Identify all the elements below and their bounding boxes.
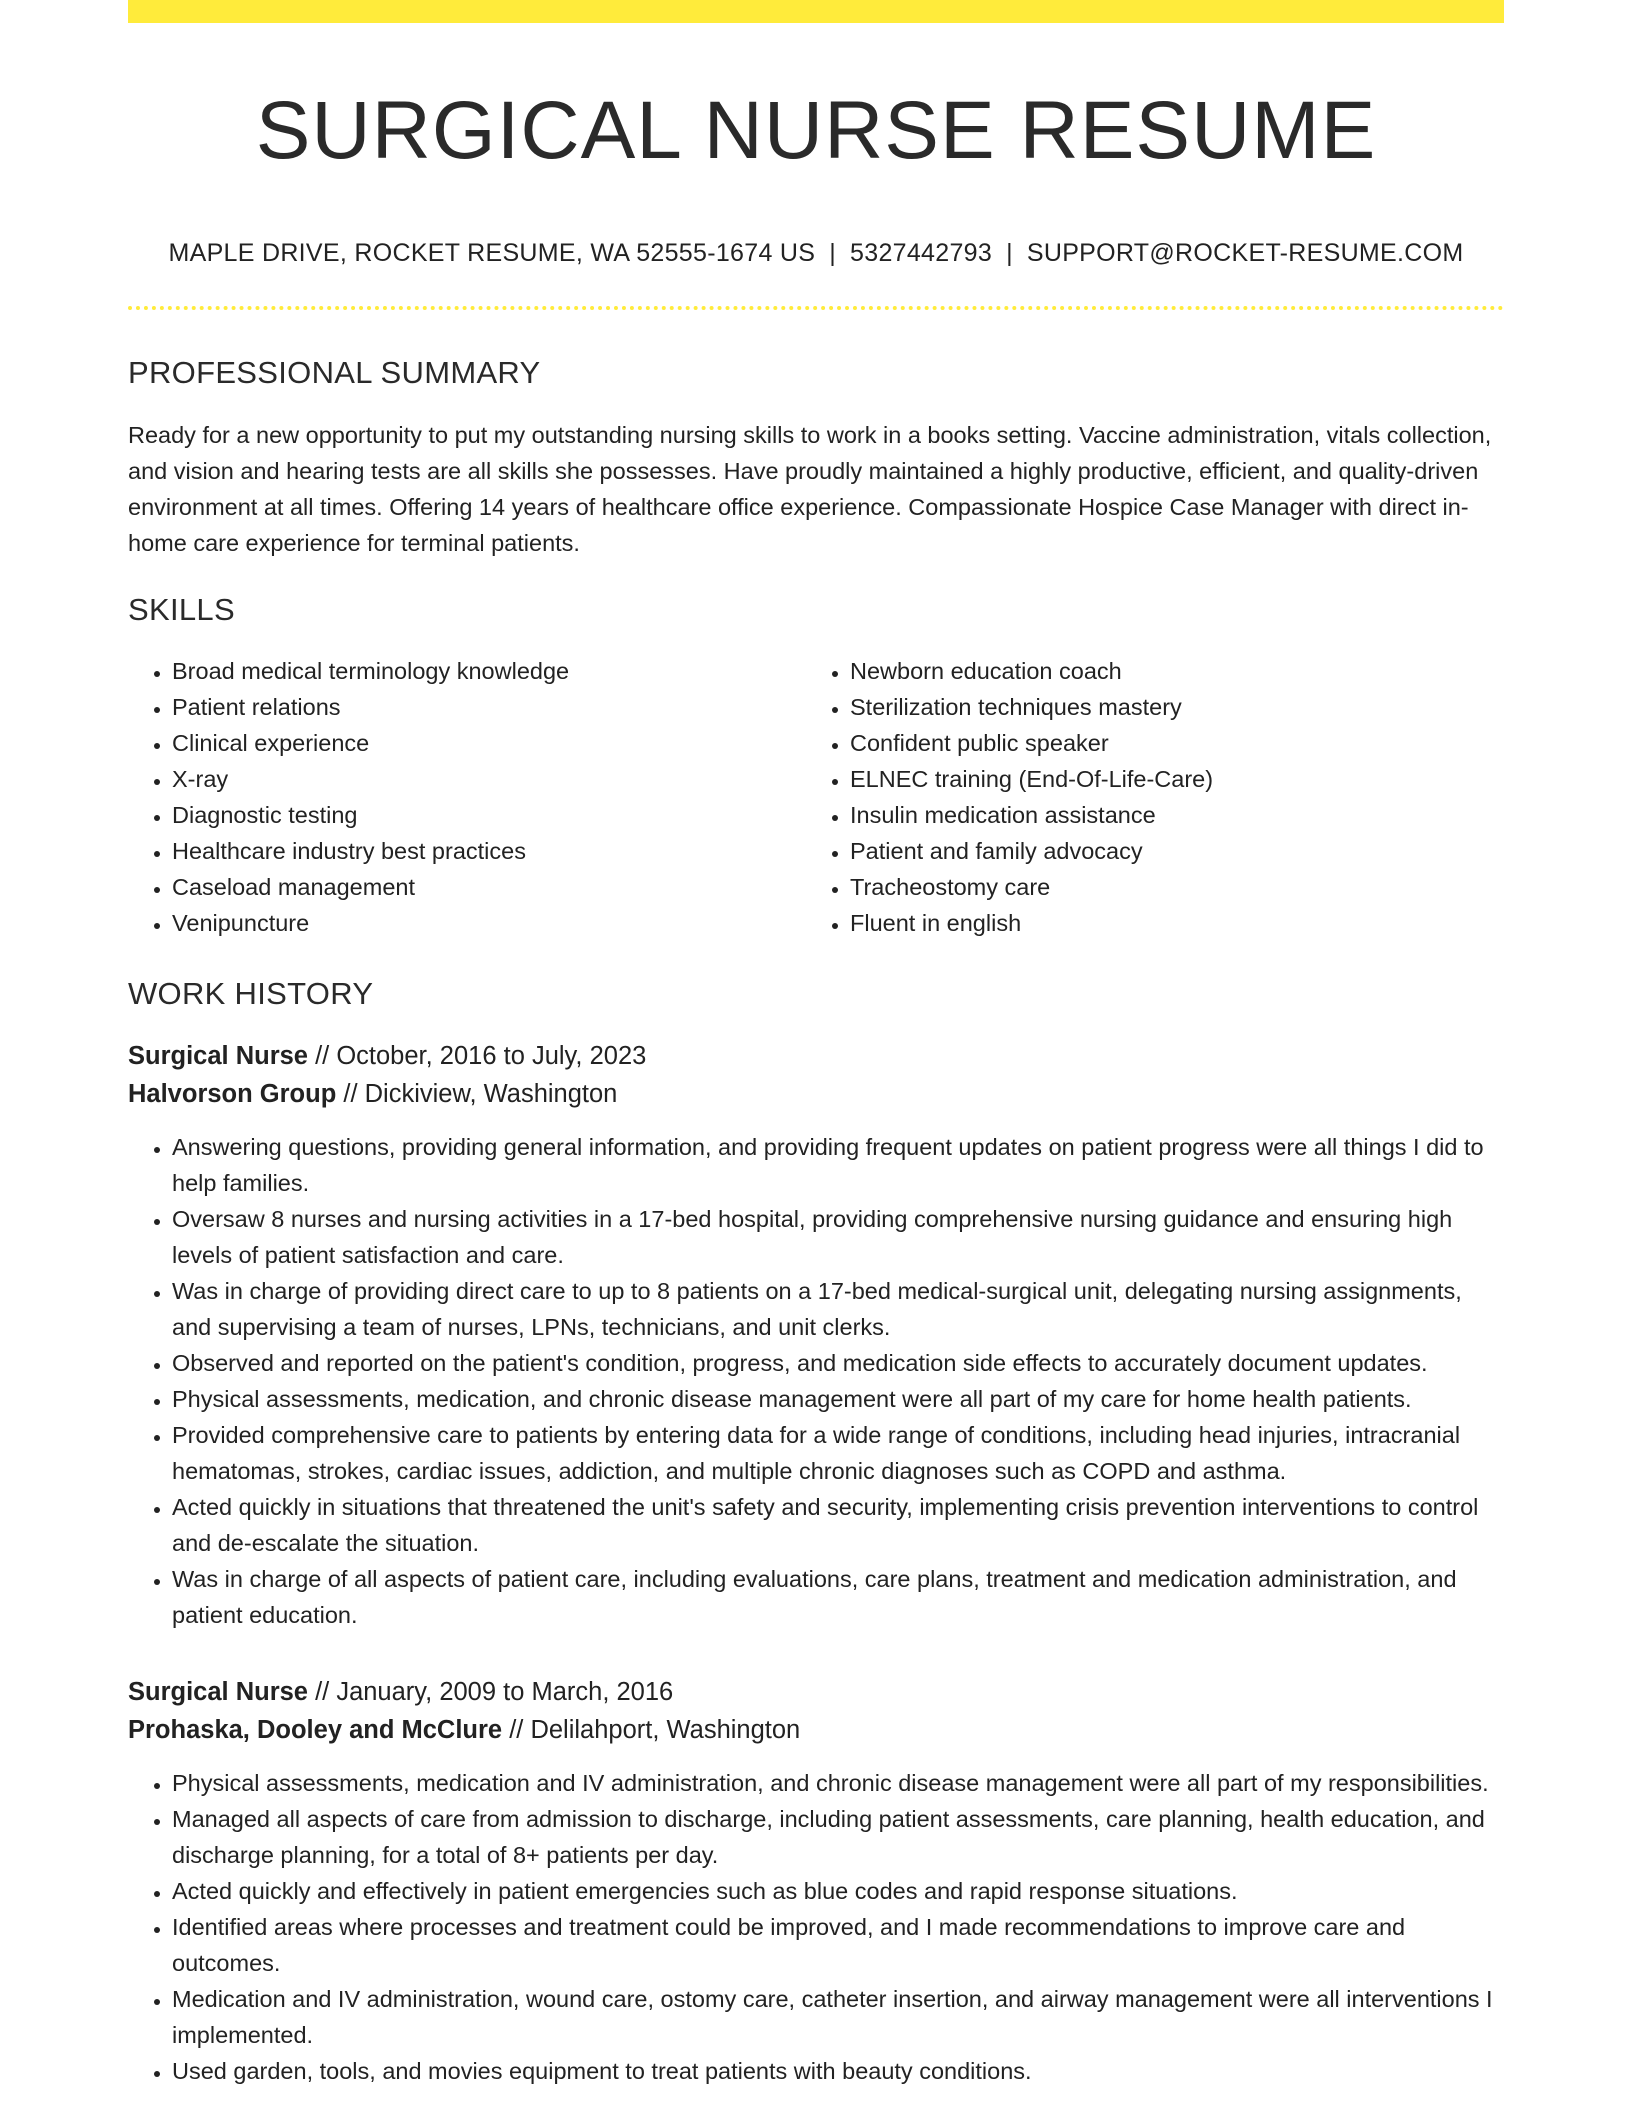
- summary-text: Ready for a new opportunity to put my outstanding nursing skills to work in a books setting. Vaccine administration, vitals collection, and vision and hearing tests are all skills she possesses. Have proudly maintained a highly productive, efficient, and quality-driven environment at all times. Offering 14 years of healthcare office experience. Compassionate Hospice Case Manager with direct in-home care experience for terminal patients.: [128, 422, 1492, 557]
- skill-item: • Tracheostomy care: [850, 869, 1504, 905]
- job-duty-item: • Provided comprehensive care to patients by entering data for a wide range of conditions, including head injuries, intracranial hematomas, strokes, cardiac issues, addiction, and multiple chronic diagnoses such as COPD and asthma.: [172, 1417, 1504, 1489]
- work-history-heading: WORK HISTORY: [128, 976, 374, 1012]
- job-duty-item: • Observed and reported on the patient's condition, progress, and medication side effects to accurately document updates.: [172, 1345, 1504, 1381]
- skill-item: • Confident public speaker: [850, 725, 1504, 761]
- skill-item: • X-ray: [172, 761, 806, 797]
- job-dates: // January, 2009 to March, 2016: [307, 1677, 674, 1706]
- job-duty-item: • Was in charge of all aspects of patient care, including evaluations, care plans, treatment and medication administration, and patient education.: [172, 1561, 1504, 1633]
- job-duties-list: [128, 1129, 1504, 1633]
- job-duty-item: • Was in charge of providing direct care to up to 8 patients on a 17-bed medical-surgical unit, delegating nursing assignments, and supervising a team of nurses, LPNs, technicians, and unit clerks.: [172, 1273, 1504, 1345]
- skill-item: • Caseload management: [172, 869, 806, 905]
- skill-item: • Diagnostic testing: [172, 797, 806, 833]
- skills-heading: SKILLS: [128, 592, 235, 628]
- skill-item: • Broad medical terminology knowledge: [172, 653, 806, 689]
- job-duty-item: • Acted quickly in situations that threatened the unit's safety and security, implementing crisis prevention interventions to control and de-escalate the situation.: [172, 1489, 1504, 1561]
- job-location: // Delilahport, Washington: [502, 1715, 801, 1744]
- contact-address: MAPLE DRIVE, ROCKET RESUME, WA 52555-1674 US: [168, 239, 816, 268]
- skill-item: • Insulin medication assistance: [850, 797, 1504, 833]
- resume-page: [128, 0, 1504, 2089]
- job-duty-item: • Used garden, tools, and movies equipment to treat patients with beauty conditions.: [172, 2053, 1504, 2089]
- job-duty-item: • Physical assessments, medication, and chronic disease management were all part of my care for home health patients.: [172, 1381, 1504, 1417]
- job-duty-item: • Answering questions, providing general information, and providing frequent updates on patient progress were all things I did to help families.: [172, 1129, 1504, 1201]
- job-duty-item: • Oversaw 8 nurses and nursing activities in a 17-bed hospital, providing comprehensive nursing guidance and ensuring high levels of patient satisfaction and care.: [172, 1201, 1504, 1273]
- job-duty-item: • Physical assessments, medication and IV administration, and chronic disease management were all part of my responsibilities.: [172, 1765, 1504, 1801]
- skill-item: • Newborn education coach: [850, 653, 1504, 689]
- job-duties-list: [128, 1765, 1504, 2089]
- contact-email: SUPPORT@ROCKET-RESUME.COM: [1026, 239, 1464, 268]
- skill-item: • Sterilization techniques mastery: [850, 689, 1504, 725]
- contact-phone: 5327442793: [850, 239, 993, 268]
- job-title-line: [128, 1673, 1504, 1711]
- skills-column-right: [806, 653, 1504, 941]
- job-duty-item: • Managed all aspects of care from admission to discharge, including patient assessments, care planning, health education, and discharge planning, for a total of 8+ patients per day.: [172, 1801, 1504, 1873]
- skill-item: • Clinical experience: [172, 725, 806, 761]
- job-title-line: [128, 1037, 1504, 1075]
- job-header: [128, 1037, 1504, 1113]
- job-duty-item: • Identified areas where processes and treatment could be improved, and I made recommendations to improve care and outcomes.: [172, 1909, 1504, 1981]
- skill-item: • ELNEC training (End-Of-Life-Care): [850, 761, 1504, 797]
- skills-list: [128, 653, 1504, 941]
- accent-bar: [128, 0, 1504, 23]
- summary-heading: PROFESSIONAL SUMMARY: [128, 355, 541, 391]
- job-company-line: [128, 1075, 1504, 1113]
- job-role: Surgical Nurse: [128, 1041, 308, 1070]
- skill-item: • Patient and family advocacy: [850, 833, 1504, 869]
- job-duty-item: • Acted quickly and effectively in patient emergencies such as blue codes and rapid response situations.: [172, 1873, 1504, 1909]
- skill-item: • Healthcare industry best practices: [172, 833, 806, 869]
- resume-title: SURGICAL NURSE RESUME: [255, 85, 1377, 176]
- dotted-divider: [128, 306, 1504, 310]
- skill-item: • Venipuncture: [172, 905, 806, 941]
- job-company: Halvorson Group: [128, 1079, 337, 1108]
- contact-separator: |: [829, 239, 837, 268]
- job-company-line: [128, 1711, 1504, 1749]
- skill-item: • Fluent in english: [850, 905, 1504, 941]
- skills-column-left: [128, 653, 806, 941]
- job-duty-item: • Medication and IV administration, wound care, ostomy care, catheter insertion, and airway management were all interventions I implemented.: [172, 1981, 1504, 2053]
- job-dates: // October, 2016 to July, 2023: [307, 1041, 647, 1070]
- job-company: Prohaska, Dooley and McClure: [128, 1715, 503, 1744]
- skill-item: • Patient relations: [172, 689, 806, 725]
- contact-separator: |: [1006, 239, 1013, 268]
- job-location: // Dickiview, Washington: [336, 1079, 618, 1108]
- job-header: [128, 1673, 1504, 1749]
- job-role: Surgical Nurse: [128, 1677, 308, 1706]
- contact-line: [128, 238, 1504, 268]
